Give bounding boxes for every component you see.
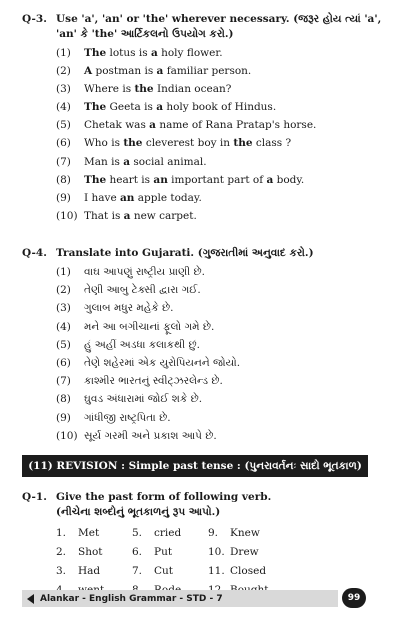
list-item (56, 134, 395, 152)
verb-cell (56, 562, 132, 581)
item-number: (6) (56, 137, 71, 150)
text-segment: lotus is (106, 47, 151, 59)
verb-cell (56, 524, 132, 543)
item-text: તેણી આબુ ટેક્સી દ્વારા ગઈ. (84, 284, 201, 297)
text-segment: heart is (106, 173, 154, 186)
cell-text: Drew (230, 546, 259, 558)
article-word: The (84, 47, 107, 59)
page-number-badge: 99 (342, 588, 366, 608)
article-word: the (123, 137, 143, 150)
cell-text: cried (154, 527, 182, 539)
item-text (84, 134, 291, 152)
item-number: (4) (56, 101, 71, 114)
item-text (84, 98, 276, 116)
article-word: a (156, 65, 164, 78)
item-text (84, 153, 207, 171)
article-word: a (266, 173, 274, 186)
item-text (84, 80, 231, 98)
item-number: (2) (56, 284, 71, 297)
article-word: a (150, 47, 158, 59)
article-word: A (84, 65, 93, 78)
text-segment: Man is (84, 155, 124, 168)
text-segment: I have (84, 191, 120, 204)
question-title (56, 490, 395, 520)
item-text: ગુલાબ મધુર મહેકે છે. (84, 302, 174, 315)
verb-grid (56, 524, 395, 600)
list-item (56, 409, 395, 427)
text-segment: holy book of Hindus. (163, 101, 277, 114)
cell-text: Cut (154, 565, 174, 577)
cell-text: Met (78, 527, 100, 539)
list-item (56, 80, 395, 98)
list-item (56, 354, 395, 372)
text-segment: apple today. (134, 191, 202, 204)
item-number: (8) (56, 173, 71, 186)
verb-cell (132, 543, 208, 562)
cell-number: 5. (132, 527, 143, 539)
item-text (84, 171, 304, 189)
item-text: સૂર્ય ગરમી અને પ્રકાશ આપે છે. (84, 429, 217, 442)
item-number: (10) (56, 429, 78, 442)
cell-text: Put (154, 546, 173, 558)
article-word: a (123, 209, 131, 222)
page-footer (22, 590, 338, 607)
question-title: Translate into Gujarati. (ગુજરાતીમાં અનુવાદ કરો.) (56, 247, 314, 259)
arrow-left-icon (27, 594, 34, 604)
list-item (56, 427, 395, 445)
text-segment: That is (84, 209, 124, 222)
list-item (56, 44, 395, 62)
list-item (56, 116, 395, 134)
list-item (56, 207, 395, 225)
verb-cell (132, 562, 208, 581)
item-number: (1) (56, 266, 71, 278)
list-item (56, 390, 395, 408)
item-text: કાશ્મીર ભારતનું સ્વીટ્ઝરલેન્ડ છે. (84, 375, 223, 388)
question-title-gujarati: (નીચેના શબ્દોનું ભૂતકાળનું રૂપ આપો.) (56, 506, 221, 518)
text-segment: name of Rana Pratap's horse. (155, 119, 317, 132)
verb-cell (208, 543, 298, 562)
cell-number: 1. (56, 527, 67, 539)
text-segment: holy flower. (157, 47, 223, 59)
verb-cell (208, 524, 298, 543)
article-word: the (134, 83, 154, 96)
item-number: (10) (56, 209, 78, 222)
book-title: Alankar - English Grammar - STD - 7 (40, 593, 223, 604)
text-segment: new carpet. (130, 209, 197, 222)
cell-number: 9. (208, 527, 219, 539)
list-item (56, 189, 395, 207)
verb-cell (132, 524, 208, 543)
cell-number: 10. (208, 546, 225, 558)
list-item (56, 263, 395, 281)
list-item (56, 299, 395, 317)
item-text (84, 189, 202, 207)
item-number: (8) (56, 393, 71, 406)
list-item (56, 372, 395, 390)
cell-number: 11. (208, 565, 225, 577)
item-number: (7) (56, 155, 71, 168)
cell-text: Had (78, 565, 101, 577)
item-number: (9) (56, 411, 71, 424)
item-text (84, 207, 197, 225)
question-1-heading (22, 490, 395, 520)
item-number: (3) (56, 302, 71, 315)
question-4 (22, 246, 395, 445)
list-item (56, 153, 395, 171)
item-number: (5) (56, 119, 71, 132)
list-item (56, 318, 395, 336)
item-number: (5) (56, 338, 71, 351)
list-item (56, 62, 395, 80)
article-word: a (123, 155, 131, 168)
item-number: (9) (56, 191, 71, 204)
text-segment: body. (273, 173, 305, 186)
cell-number: 2. (56, 546, 67, 558)
list-item (56, 98, 395, 116)
text-segment: Geeta is (106, 101, 157, 114)
text-segment: social animal. (130, 155, 207, 168)
question-number: Q-1. (22, 491, 47, 503)
question-number: Q-3. (22, 13, 47, 25)
cell-text: Shot (78, 546, 103, 558)
question-title: Use 'a', 'an' or 'the' wherever necessary. (જરૂર હોય ત્યાં 'a', 'an' કે 'the' આર્ટિકલનો ઉપયોગ કરો.) (56, 13, 382, 40)
article-word: The (84, 101, 107, 114)
article-word: a (156, 101, 164, 114)
cell-text: Closed (230, 565, 267, 577)
article-word: a (149, 119, 156, 132)
question-4-heading (22, 246, 395, 261)
cell-number: 6. (132, 546, 143, 558)
item-text: ઘુવડ અંધારામાં જોઈ શકે છે. (84, 393, 203, 406)
item-text: ગાંધીજી રાષ્ટ્રપિતા છે. (84, 411, 171, 424)
list-item (56, 171, 395, 189)
translation-list (56, 263, 395, 445)
question-3-heading (22, 12, 395, 42)
text-segment: important part of (167, 173, 267, 186)
article-word: The (84, 173, 107, 186)
text-segment: Indian ocean? (153, 83, 232, 96)
list-item (56, 281, 395, 299)
article-word: an (120, 191, 135, 204)
text-segment: familiar person. (163, 65, 252, 78)
item-number: (2) (56, 65, 71, 78)
cell-number: 7. (132, 565, 143, 577)
item-text (84, 62, 251, 80)
item-number: (3) (56, 83, 71, 96)
verb-cell (208, 562, 298, 581)
article-word: an (153, 173, 168, 186)
item-text: મને આ બગીચાનાં ફૂલો ગમે છે. (84, 320, 215, 333)
article-word: the (233, 137, 253, 150)
item-text (84, 44, 223, 62)
question-1 (22, 490, 395, 600)
text-segment: class ? (252, 137, 292, 150)
cell-text: Knew (230, 527, 260, 539)
question-number: Q-4. (22, 247, 47, 259)
revision-banner: (11) REVISION : Simple past tense : (પુનરાવર્તનઃ સાદો ભૂતકાળ) (22, 455, 368, 477)
text-segment: cleverest boy in (142, 137, 234, 150)
list-item (56, 336, 395, 354)
answer-list (56, 44, 395, 225)
item-text (84, 116, 316, 134)
text-segment: postman is (92, 65, 157, 78)
question-title-english: Give the past form of following verb. (56, 491, 272, 503)
verb-cell (56, 543, 132, 562)
text-segment: Chetak was (84, 119, 150, 132)
item-number: (4) (56, 320, 71, 333)
item-text: વાઘ આપણું રાષ્ટ્રીય પ્રાણી છે. (84, 266, 205, 278)
cell-number: 3. (56, 565, 67, 577)
text-segment: Where is (84, 83, 135, 96)
question-3 (22, 12, 395, 225)
item-text: હું અહીં અડધા કલાકથી છું. (84, 338, 200, 351)
text-segment: Who is (84, 137, 124, 150)
item-text: તેણે શહેરમાં એક યુરોપિયનને જોયો. (84, 357, 241, 370)
item-number: (7) (56, 375, 71, 388)
item-number: (1) (56, 47, 71, 59)
item-number: (6) (56, 357, 71, 370)
